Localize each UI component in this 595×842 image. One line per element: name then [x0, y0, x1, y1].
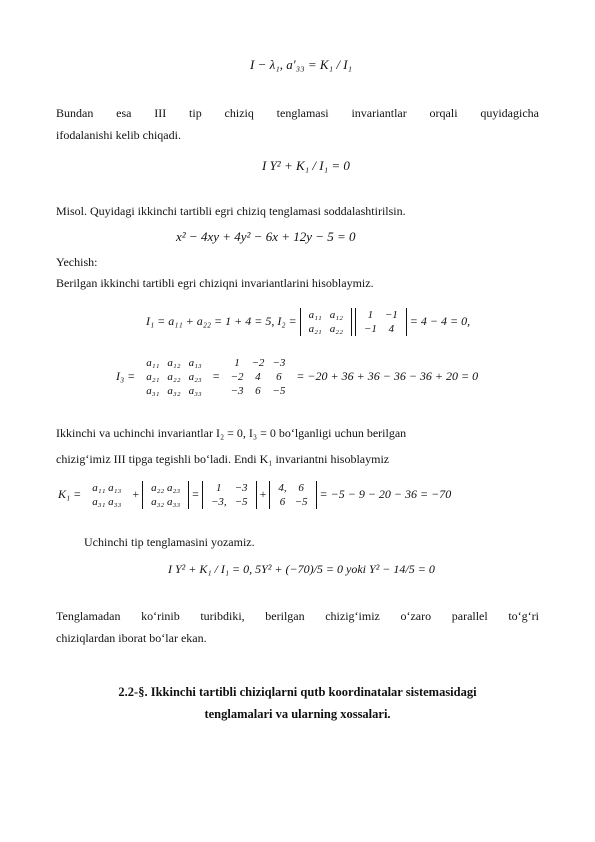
formula-k1: K₁ = a₁₁ a₁₃ a₃₁ a₃₃ + a₂₂ a₂₃ a₃₂ a₃₃ = 1 −3 −3, −5 + 4, 6 6 −5 = −5 − 9 − 20 − 36 = −70 — [58, 482, 452, 508]
formula-iii-coefficient: I − λ₁, a′₃₃ = K₁ / I₁ — [250, 57, 353, 72]
paragraph-line: Uchinchi tip tenglamasini yozamiz. — [84, 535, 255, 549]
paragraph-line: Ikkinchi va uchinchi invariantlar I₂ = 0, I₃ = 0 bo‘lganligi uchun berilgan — [56, 426, 407, 440]
solution-label: Yechish: — [56, 255, 98, 269]
paragraph-line: chizig‘imiz III tipga tegishli bo‘ladi. Endi K₁ invariantni hisoblaymiz — [56, 452, 390, 466]
formula-iii-type-equation: I Y² + K₁ / I₁ = 0 — [262, 158, 350, 173]
formula-canonical-form: I Y² + K₁ / I₁ = 0, 5Y² + (−70)/5 = 0 yoki Y² − 14/5 = 0 — [168, 562, 435, 576]
determinant-i2: a₁₁ a₁₂ a₂₁ a₂₂ — [300, 308, 352, 336]
section-heading: 2.2-§. Ikkinchi tartibli chiziqlarni qutb koordinatalar sistemasidagi — [118, 685, 477, 699]
paragraph-line: Bundan esa III tip chiziq tenglamasi invariantlar orqali quyidagicha — [56, 106, 539, 120]
example-statement: Misol. Quyidagi ikkinchi tartibli egri chiziq tenglamasi soddalashtirilsin. — [56, 204, 406, 218]
paragraph-line: Tenglamadan ko‘rinib turibdiki, berilgan chizig‘imiz o‘zaro parallel to‘g‘ri — [56, 609, 539, 623]
formula-invariant-i3: I₃ = a₁₁ a₁₂ a₁₃ a₂₁ a₂₂ a₂₃ a₃₁ a₃₂ a₃₃ = 1 −2 −3 −2 4 6 −3 6 −5 = −20 + 36 + 36 − 36 − 36 + 20 = 0 — [116, 357, 479, 397]
paragraph-line: chiziqlardan iborat bo‘lar ekan. — [56, 631, 207, 645]
determinant-i3-values: 1 −2 −3 −2 4 6 −3 6 −5 — [230, 357, 286, 397]
determinant-i3-symbols: a₁₁ a₁₂ a₁₃ a₂₁ a₂₂ a₂₃ a₃₁ a₃₂ a₃₃ — [146, 357, 202, 397]
section-heading: tenglamalari va ularning xossalari. — [204, 707, 391, 721]
determinant-i2-values: 1 −1 −1 4 — [355, 308, 407, 336]
paragraph-line: ifodalanishi kelib chiqadi. — [56, 128, 181, 142]
formula-invariants-i1-i2: I₁ = a₁₁ + a₂₂ = 1 + 4 = 5, I₂ = a₁₁ a₁₂ a₂₁ a₂₂ 1 −1 −1 4 = 4 − 4 = 0, — [146, 309, 471, 335]
formula-curve-equation: x² − 4xy + 4y² − 6x + 12y − 5 = 0 — [176, 229, 356, 244]
paragraph-line: Berilgan ikkinchi tartibli egri chiziqni invariantlarini hisoblaymiz. — [56, 276, 374, 290]
